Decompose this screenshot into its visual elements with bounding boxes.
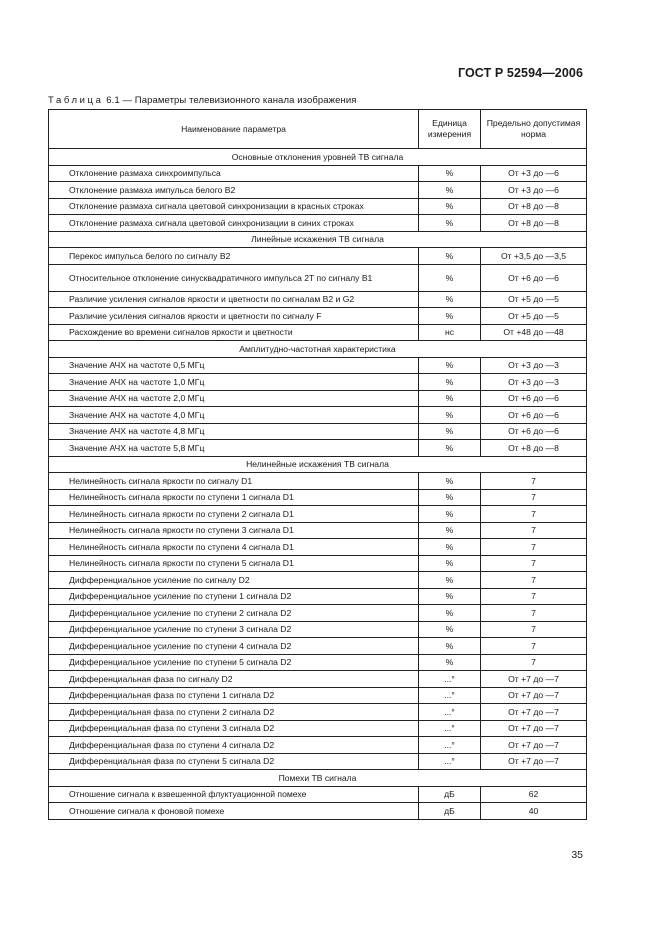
document-header: ГОСТ Р 52594—2006 (457, 66, 583, 80)
parameter-name-cell: Значение АЧХ на частоте 2,0 МГц (49, 390, 419, 407)
parameter-name-cell: Нелинейность сигнала яркости по ступени 5 сигнала D1 (49, 555, 419, 572)
unit-cell: % (419, 264, 481, 291)
parameter-name-cell: Относительное отклонение синусквадратичного импульса 2T по сигналу В1 (49, 264, 419, 291)
unit-cell: % (419, 374, 481, 391)
parameter-name-cell: Отклонение размаха импульса белого В2 (49, 182, 419, 199)
unit-cell: ...° (419, 753, 481, 770)
parameter-name-cell: Значение АЧХ на частоте 0,5 МГц (49, 357, 419, 374)
unit-cell: ...° (419, 671, 481, 688)
table-row (49, 737, 587, 754)
unit-cell: % (419, 165, 481, 182)
table-row (49, 324, 587, 341)
table-row (49, 539, 587, 556)
unit-cell: % (419, 489, 481, 506)
parameter-name-cell: Различие усиления сигналов яркости и цветности по сигналам В2 и G2 (49, 291, 419, 308)
parameter-name-cell: Различие усиления сигналов яркости и цветности по сигналу F (49, 308, 419, 325)
table-row (49, 374, 587, 391)
norm-cell: От +8 до —8 (481, 440, 587, 457)
column-header-name: Наименование параметра (49, 110, 419, 149)
unit-cell: ...° (419, 737, 481, 754)
table-caption (48, 95, 357, 106)
norm-cell: 7 (481, 654, 587, 671)
norm-cell: 7 (481, 605, 587, 622)
parameter-name-cell: Нелинейность сигнала яркости по ступени 2 сигнала D1 (49, 506, 419, 523)
section-title: Помехи ТВ сигнала (49, 770, 587, 787)
norm-cell: 7 (481, 473, 587, 490)
parameter-name-cell: Дифференциальная фаза по ступени 2 сигнала D2 (49, 704, 419, 721)
unit-cell: % (419, 215, 481, 232)
table-row (49, 182, 587, 199)
page-number: 35 (571, 849, 583, 861)
parameter-name-cell: Дифференциальная фаза по ступени 4 сигнала D2 (49, 737, 419, 754)
parameter-name-cell: Нелинейность сигнала яркости по ступени 1 сигнала D1 (49, 489, 419, 506)
parameter-name-cell: Отношение сигнала к фоновой помехе (49, 803, 419, 820)
parameter-name-cell: Дифференциальное усиление по ступени 4 сигнала D2 (49, 638, 419, 655)
norm-cell: 7 (481, 506, 587, 523)
parameter-name-cell: Дифференциальная фаза по ступени 5 сигнала D2 (49, 753, 419, 770)
table-row (49, 687, 587, 704)
unit-cell: % (419, 357, 481, 374)
norm-cell: От +7 до —7 (481, 720, 587, 737)
parameter-name-cell: Дифференциальное усиление по сигналу D2 (49, 572, 419, 589)
unit-cell: % (419, 522, 481, 539)
norm-cell: От +7 до —7 (481, 671, 587, 688)
section-title: Основные отклонения уровней ТВ сигнала (49, 149, 587, 166)
parameter-name-cell: Значение АЧХ на частоте 4,0 МГц (49, 407, 419, 424)
norm-cell: 62 (481, 786, 587, 803)
unit-cell: % (419, 588, 481, 605)
norm-cell: От +7 до —7 (481, 737, 587, 754)
parameter-name-cell: Дифференциальное усиление по ступени 2 сигнала D2 (49, 605, 419, 622)
section-header-row (49, 231, 587, 248)
norm-cell: От +8 до —8 (481, 198, 587, 215)
table-row (49, 506, 587, 523)
unit-cell: ...° (419, 720, 481, 737)
parameter-name-cell: Перекос импульса белого по сигналу В2 (49, 248, 419, 265)
parameter-name-cell: Нелинейность сигнала яркости по сигналу D1 (49, 473, 419, 490)
section-title: Линейные искажения ТВ сигнала (49, 231, 587, 248)
parameters-table (48, 109, 587, 820)
parameter-name-cell: Дифференциальное усиление по ступени 1 сигнала D2 (49, 588, 419, 605)
norm-cell: От +5 до —5 (481, 291, 587, 308)
section-header-row (49, 456, 587, 473)
norm-cell: От +7 до —7 (481, 687, 587, 704)
norm-cell: От +48 до —48 (481, 324, 587, 341)
norm-cell: 7 (481, 489, 587, 506)
unit-cell: % (419, 506, 481, 523)
parameter-name-cell: Значение АЧХ на частоте 5,8 МГц (49, 440, 419, 457)
table-row (49, 198, 587, 215)
parameter-name-cell: Нелинейность сигнала яркости по ступени 3 сигнала D1 (49, 522, 419, 539)
unit-cell: % (419, 407, 481, 424)
column-header-unit: Единица измерения (419, 110, 481, 149)
table-row (49, 803, 587, 820)
table-row (49, 248, 587, 265)
table-body (49, 149, 587, 820)
unit-cell: % (419, 539, 481, 556)
section-header-row (49, 770, 587, 787)
unit-cell: дБ (419, 786, 481, 803)
table-row (49, 264, 587, 291)
table-row (49, 522, 587, 539)
table-row (49, 720, 587, 737)
norm-cell: 7 (481, 638, 587, 655)
parameter-name-cell: Значение АЧХ на частоте 1,0 МГц (49, 374, 419, 391)
norm-cell: От +6 до —6 (481, 423, 587, 440)
norm-cell: 7 (481, 588, 587, 605)
table-row (49, 786, 587, 803)
unit-cell: % (419, 572, 481, 589)
norm-cell: От +6 до —6 (481, 264, 587, 291)
unit-cell: нс (419, 324, 481, 341)
norm-cell: 7 (481, 539, 587, 556)
norm-cell: 7 (481, 555, 587, 572)
unit-cell: % (419, 182, 481, 199)
norm-cell: 7 (481, 621, 587, 638)
table-row (49, 357, 587, 374)
parameter-name-cell: Дифференциальная фаза по ступени 1 сигнала D2 (49, 687, 419, 704)
table-row (49, 621, 587, 638)
unit-cell: % (419, 390, 481, 407)
table-row (49, 165, 587, 182)
norm-cell: 7 (481, 522, 587, 539)
table-row (49, 407, 587, 424)
parameter-name-cell: Отношение сигнала к взвешенной флуктуационной помехе (49, 786, 419, 803)
section-header-row (49, 149, 587, 166)
unit-cell: % (419, 198, 481, 215)
norm-cell: От +6 до —6 (481, 407, 587, 424)
caption-prefix: Таблица (48, 95, 104, 106)
unit-cell: % (419, 555, 481, 572)
table-row (49, 489, 587, 506)
norm-cell: От +3 до —6 (481, 182, 587, 199)
caption-text: 6.1 — Параметры телевизионного канала изображения (106, 95, 357, 106)
norm-cell: От +7 до —7 (481, 704, 587, 721)
table-row (49, 704, 587, 721)
unit-cell: % (419, 308, 481, 325)
table-row (49, 390, 587, 407)
unit-cell: % (419, 440, 481, 457)
table-row (49, 588, 587, 605)
parameter-name-cell: Отклонение размаха сигнала цветовой синхронизации в красных строках (49, 198, 419, 215)
parameter-name-cell: Нелинейность сигнала яркости по ступени 4 сигнала D1 (49, 539, 419, 556)
table-row (49, 440, 587, 457)
table-row (49, 638, 587, 655)
table-row (49, 671, 587, 688)
parameter-name-cell: Дифференциальное усиление по ступени 5 сигнала D2 (49, 654, 419, 671)
norm-cell: От +6 до —6 (481, 390, 587, 407)
unit-cell: % (419, 473, 481, 490)
table-row (49, 605, 587, 622)
norm-cell: От +5 до —5 (481, 308, 587, 325)
column-header-norm: Предельно допустимая норма (481, 110, 587, 149)
table-row (49, 473, 587, 490)
unit-cell: % (419, 291, 481, 308)
table-row (49, 654, 587, 671)
table-row (49, 572, 587, 589)
norm-cell: 40 (481, 803, 587, 820)
norm-cell: От +7 до —7 (481, 753, 587, 770)
norm-cell: 7 (481, 572, 587, 589)
section-title: Амплитудно-частотная характеристика (49, 341, 587, 358)
unit-cell: % (419, 621, 481, 638)
norm-cell: От +8 до —8 (481, 215, 587, 232)
parameter-name-cell: Дифференциальная фаза по ступени 3 сигнала D2 (49, 720, 419, 737)
parameter-name-cell: Расхождение во времени сигналов яркости и цветности (49, 324, 419, 341)
norm-cell: От +3 до —6 (481, 165, 587, 182)
unit-cell: % (419, 248, 481, 265)
norm-cell: От +3,5 до —3,5 (481, 248, 587, 265)
unit-cell: ...° (419, 687, 481, 704)
unit-cell: % (419, 605, 481, 622)
table-row (49, 555, 587, 572)
unit-cell: % (419, 638, 481, 655)
table-row (49, 291, 587, 308)
parameter-name-cell: Дифференциальное усиление по ступени 3 сигнала D2 (49, 621, 419, 638)
section-title: Нелинейные искажения ТВ сигнала (49, 456, 587, 473)
norm-cell: От +3 до —3 (481, 374, 587, 391)
table-row (49, 308, 587, 325)
parameter-name-cell: Значение АЧХ на частоте 4,8 МГц (49, 423, 419, 440)
norm-cell: От +3 до —3 (481, 357, 587, 374)
unit-cell: % (419, 654, 481, 671)
table-row (49, 423, 587, 440)
unit-cell: ...° (419, 704, 481, 721)
section-header-row (49, 341, 587, 358)
parameter-name-cell: Дифференциальная фаза по сигналу D2 (49, 671, 419, 688)
table-row (49, 753, 587, 770)
unit-cell: % (419, 423, 481, 440)
parameter-name-cell: Отклонение размаха синхроимпульса (49, 165, 419, 182)
table-header-row (49, 110, 587, 149)
parameter-name-cell: Отклонение размаха сигнала цветовой синхронизации в синих строках (49, 215, 419, 232)
table-row (49, 215, 587, 232)
unit-cell: дБ (419, 803, 481, 820)
